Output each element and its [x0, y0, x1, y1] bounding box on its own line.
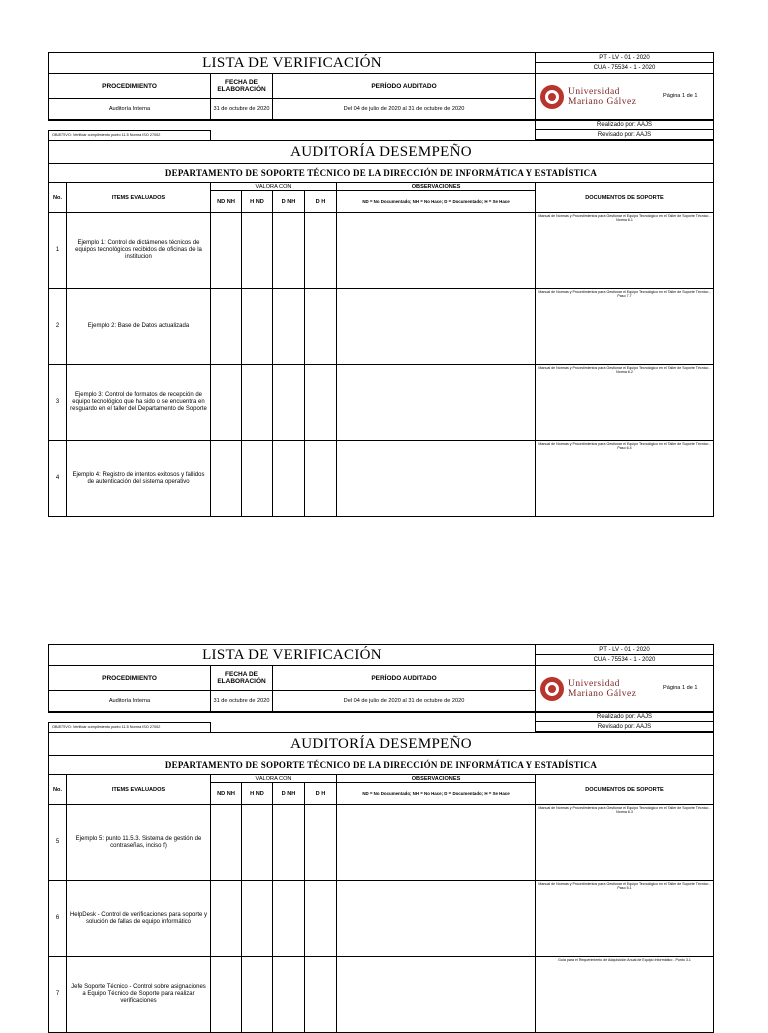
university-seal-icon	[540, 85, 564, 109]
row-item: Ejemplo 2: Base de Datos actualizada	[66, 288, 211, 365]
column-header-d-h: D H	[304, 190, 337, 213]
divider	[48, 120, 714, 121]
cell-d-nh[interactable]	[272, 956, 305, 1033]
cell-observaciones[interactable]	[336, 880, 536, 957]
row-number: 4	[48, 440, 67, 517]
cell-d-h[interactable]	[304, 956, 337, 1033]
cell-h-nd[interactable]	[241, 440, 273, 517]
table-row	[48, 880, 714, 957]
column-header-d-nh: D NH	[272, 782, 305, 805]
document-code: PT - LV - 01 - 2020	[535, 644, 714, 655]
cell-nd-nh[interactable]	[210, 804, 242, 881]
observaciones-legend: ND = No Documentado; NH = No Hace; D = Documentado; H = Se Hace	[336, 190, 536, 213]
university-name-line1: Universidad	[568, 87, 620, 97]
cell-nd-nh[interactable]	[210, 364, 242, 441]
cell-h-nd[interactable]	[241, 956, 273, 1033]
revisado-por: Revisado por: AAJS	[535, 721, 714, 732]
cell-observaciones[interactable]	[336, 440, 536, 517]
cell-d-nh[interactable]	[272, 440, 305, 517]
cell-observaciones[interactable]	[336, 212, 536, 289]
realizado-por: Realizado por: AAJS	[535, 119, 714, 130]
table-row	[48, 288, 714, 365]
cell-observaciones[interactable]	[336, 956, 536, 1033]
table-row	[48, 804, 714, 881]
row-item: Jefe Soporte Técnico - Control sobre asignaciones a Equipo Técnico de Soporte para realizar verificaciones	[66, 956, 211, 1033]
table-row	[48, 364, 714, 441]
cell-observaciones[interactable]	[336, 288, 536, 365]
table-row	[48, 440, 714, 517]
row-number: 7	[48, 956, 67, 1033]
objetivo-text: OBJETIVO: Verificar cumplimiento punto 11.5 Norma ISO 27002	[48, 722, 211, 733]
cell-h-nd[interactable]	[241, 804, 273, 881]
revisado-por: Revisado por: AAJS	[535, 129, 714, 140]
cell-d-h[interactable]	[304, 804, 337, 881]
procedimiento-value: Auditoría Interna	[48, 690, 211, 712]
table-row	[48, 956, 714, 1033]
cell-nd-nh[interactable]	[210, 440, 242, 517]
row-number: 3	[48, 364, 67, 441]
periodo-label: PERÍODO AUDITADO	[272, 73, 536, 99]
column-header-d-nh: D NH	[272, 190, 305, 213]
objetivo-spacer	[48, 120, 211, 130]
realizado-por: Realizado por: AAJS	[535, 711, 714, 722]
column-header-h-nd: H ND	[241, 190, 273, 213]
row-document: Manual de Normas y Procedimientos para Gestionar el Equipo Tecnológico en el Taller de Soporte Técnico - Norma 6.2	[535, 364, 714, 441]
column-header-items: ITEMS EVALUADOS	[66, 182, 211, 213]
row-number: 6	[48, 880, 67, 957]
cell-nd-nh[interactable]	[210, 288, 242, 365]
periodo-value: Del 04 de julio de 2020 al 31 de octubre de 2020	[272, 690, 536, 712]
fecha-label: FECHA DE ELABORACIÓN	[210, 73, 273, 99]
row-item: HelpDesk - Control de verificaciones para soporte y solución de fallas de equipo informático	[66, 880, 211, 957]
department-title: DEPARTAMENTO DE SOPORTE TÉCNICO DE LA DIRECCIÓN DE INFORMÁTICA Y ESTADÍSTICA	[48, 755, 714, 775]
table-row	[48, 212, 714, 289]
row-document: Manual de Normas y Procedimientos para Gestionar el Equipo Tecnológico en el Taller de Soporte Técnico - Norma 6.3	[535, 804, 714, 881]
periodo-label: PERÍODO AUDITADO	[272, 665, 536, 691]
row-number: 5	[48, 804, 67, 881]
cell-nd-nh[interactable]	[210, 956, 242, 1033]
cell-nd-nh[interactable]	[210, 212, 242, 289]
section-title: AUDITORÍA DESEMPEÑO	[48, 140, 714, 164]
cell-observaciones[interactable]	[336, 364, 536, 441]
page-indicator: Página 1 de 1	[663, 685, 698, 691]
cua-code: CUA - 75534 - 1 - 2020	[535, 654, 714, 666]
column-header-nd-nh: ND NH	[210, 782, 242, 805]
cell-d-h[interactable]	[304, 364, 337, 441]
procedimiento-label: PROCEDIMIENTO	[48, 665, 211, 691]
row-item: Ejemplo 3: Control de formatos de recepción de equipo tecnológico que ha sido o se encuentra en resguardo en el taller del Departamento de Soporte	[66, 364, 211, 441]
row-number: 1	[48, 212, 67, 289]
cua-code: CUA - 75534 - 1 - 2020	[535, 62, 714, 74]
divider	[48, 712, 714, 713]
objetivo-text: OBJETIVO: Verificar cumplimiento punto 11.5 Norma ISO 27002	[48, 130, 211, 141]
cell-d-nh[interactable]	[272, 364, 305, 441]
cell-d-nh[interactable]	[272, 288, 305, 365]
row-document: Manual de Normas y Procedimientos para Gestionar el Equipo Tecnológico en el Taller de Soporte Técnico - Norma 6.1	[535, 212, 714, 289]
periodo-value: Del 04 de julio de 2020 al 31 de octubre de 2020	[272, 98, 536, 120]
page-indicator: Página 1 de 1	[663, 93, 698, 99]
row-document: Guía para el Requerimiento de Adquisición Anual de Equipo Informático - Punto 3.1	[535, 956, 714, 1033]
cell-h-nd[interactable]	[241, 212, 273, 289]
procedimiento-label: PROCEDIMIENTO	[48, 73, 211, 99]
row-document: Manual de Normas y Procedimientos para Gestionar el Equipo Tecnológico en el Taller de Soporte Técnico - Paso 6.4	[535, 440, 714, 517]
row-number: 2	[48, 288, 67, 365]
sheet-title: LISTA DE VERIFICACIÓN	[48, 52, 536, 74]
cell-nd-nh[interactable]	[210, 880, 242, 957]
row-document: Manual de Normas y Procedimientos para Gestionar el Equipo Tecnológico en el Taller de Soporte Técnico - Paso 5.1	[535, 880, 714, 957]
fecha-label: FECHA DE ELABORACIÓN	[210, 665, 273, 691]
cell-d-nh[interactable]	[272, 212, 305, 289]
cell-observaciones[interactable]	[336, 804, 536, 881]
cell-h-nd[interactable]	[241, 364, 273, 441]
cell-d-h[interactable]	[304, 212, 337, 289]
column-header-no: No.	[48, 774, 67, 805]
column-header-documentos: DOCUMENTOS DE SOPORTE	[535, 774, 714, 805]
observaciones-legend: ND = No Documentado; NH = No Hace; D = Documentado; H = Se Hace	[336, 782, 536, 805]
procedimiento-value: Auditoría Interna	[48, 98, 211, 120]
column-header-observaciones: OBSERVACIONES	[336, 774, 536, 783]
department-title: DEPARTAMENTO DE SOPORTE TÉCNICO DE LA DIRECCIÓN DE INFORMÁTICA Y ESTADÍSTICA	[48, 163, 714, 183]
row-item: Ejemplo 1: Control de dictámenes técnicos de equipos tecnológicos recibidos de oficinas de la institucion	[66, 212, 211, 289]
fecha-value: 31 de octubre de 2020	[210, 690, 273, 712]
section-title: AUDITORÍA DESEMPEÑO	[48, 732, 714, 756]
row-document: Manual de Normas y Procedimientos para Gestionar el Equipo Tecnológico en el Taller de Soporte Técnico - Paso 7.7	[535, 288, 714, 365]
cell-d-nh[interactable]	[272, 804, 305, 881]
column-header-items: ITEMS EVALUADOS	[66, 774, 211, 805]
university-logo-block	[535, 665, 714, 712]
fecha-value: 31 de octubre de 2020	[210, 98, 273, 120]
cell-d-h[interactable]	[304, 288, 337, 365]
column-header-no: No.	[48, 182, 67, 213]
university-name-line1: Universidad	[568, 679, 620, 689]
cell-d-h[interactable]	[304, 440, 337, 517]
row-item: Ejemplo 4: Registro de intentos exitosos y fallidos de autenticación del sistema operativo	[66, 440, 211, 517]
university-name-line2: Mariano Gálvez	[568, 97, 637, 107]
column-header-nd-nh: ND NH	[210, 190, 242, 213]
cell-d-h[interactable]	[304, 880, 337, 957]
cell-h-nd[interactable]	[241, 880, 273, 957]
university-logo-block	[535, 73, 714, 120]
column-header-d-h: D H	[304, 782, 337, 805]
university-seal-icon	[540, 677, 564, 701]
university-name-line2: Mariano Gálvez	[568, 689, 637, 699]
cell-d-nh[interactable]	[272, 880, 305, 957]
row-item: Ejemplo 5: punto 11.5.3. Sistema de gestión de contraseñas, inciso f)	[66, 804, 211, 881]
column-header-valora: VALORA CON	[210, 774, 337, 783]
cell-h-nd[interactable]	[241, 288, 273, 365]
column-header-valora: VALORA CON	[210, 182, 337, 191]
column-header-h-nd: H ND	[241, 782, 273, 805]
document-code: PT - LV - 01 - 2020	[535, 52, 714, 63]
column-header-observaciones: OBSERVACIONES	[336, 182, 536, 191]
column-header-documentos: DOCUMENTOS DE SOPORTE	[535, 182, 714, 213]
sheet-title: LISTA DE VERIFICACIÓN	[48, 644, 536, 666]
